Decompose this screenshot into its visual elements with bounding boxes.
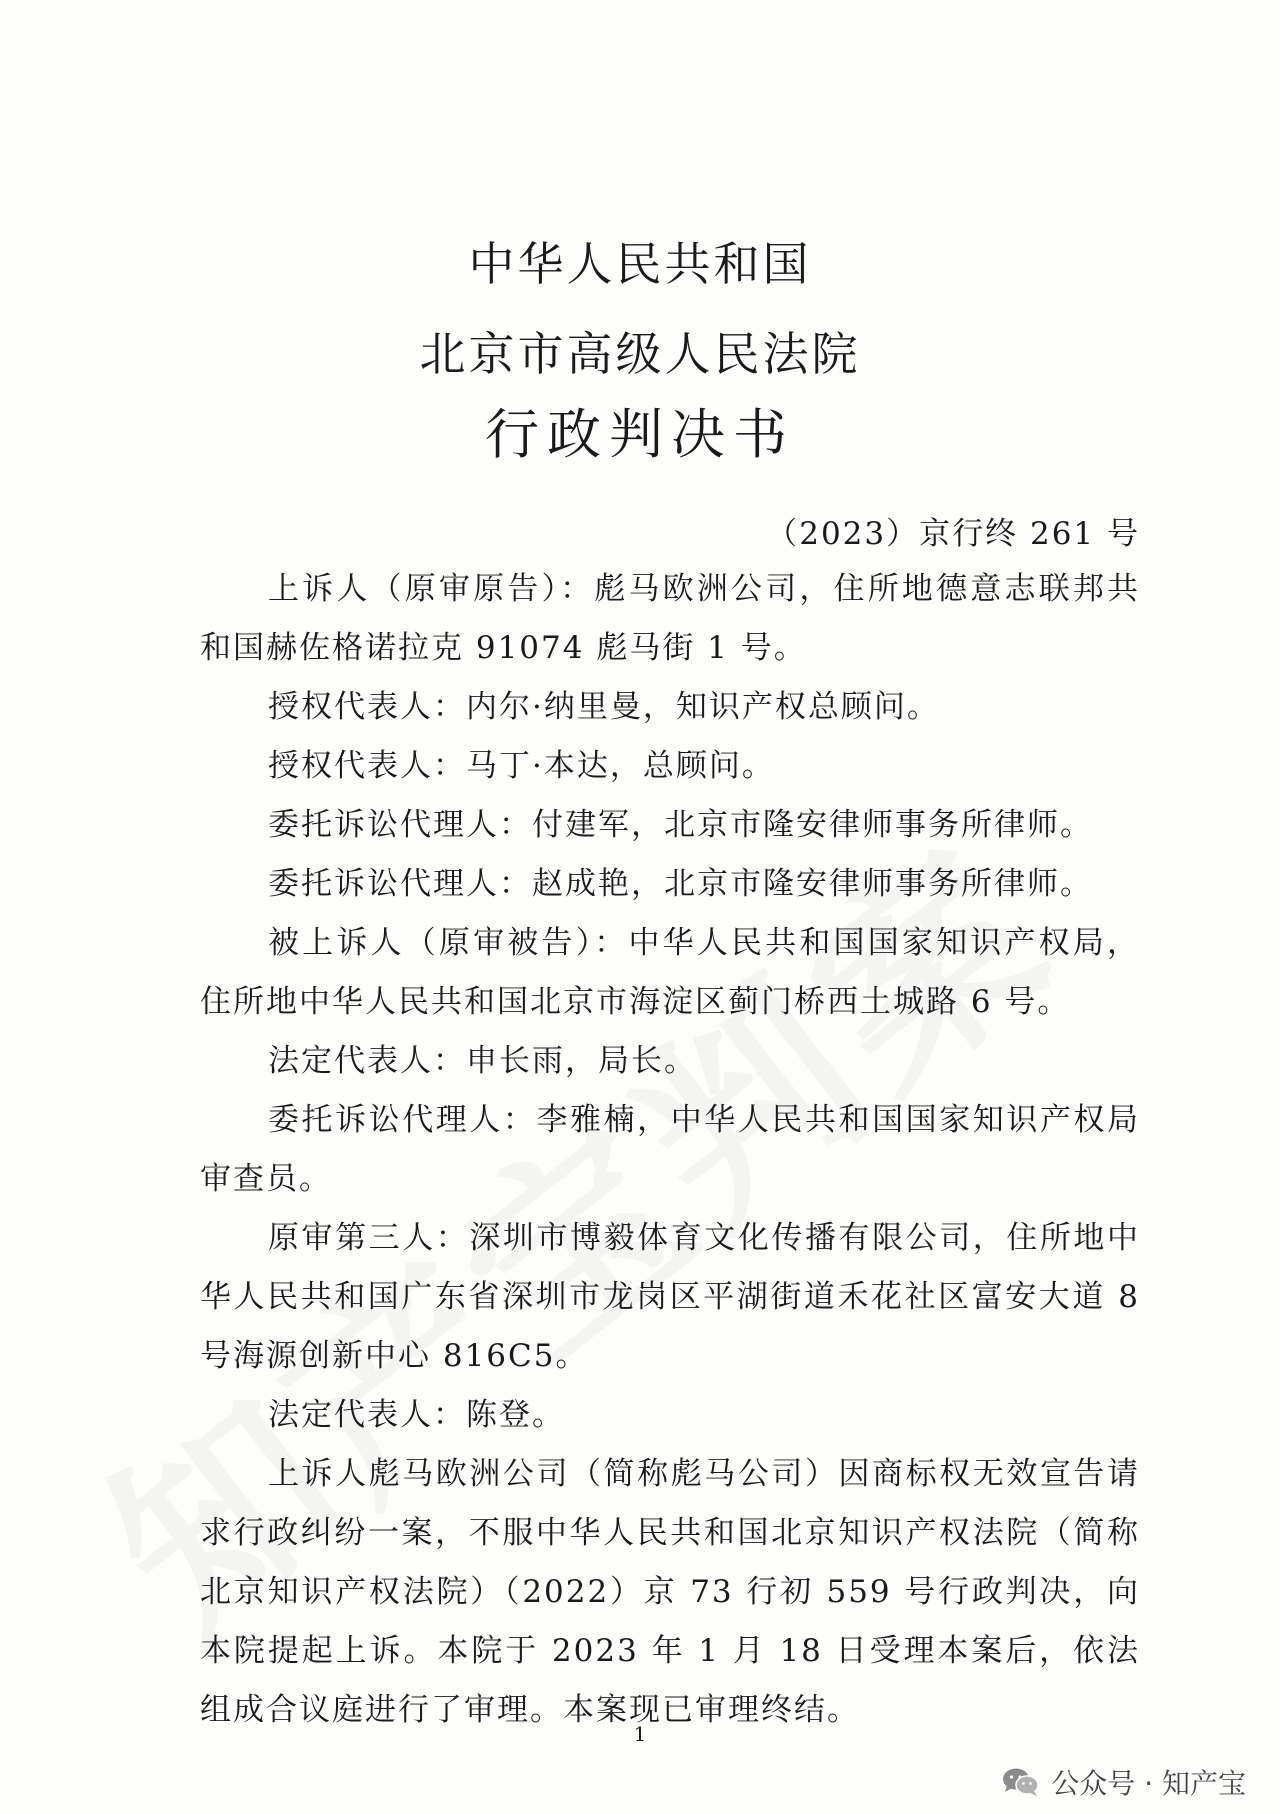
title-court: 北京市高级人民法院 [419,327,861,381]
page-number: 1 [633,1722,647,1746]
document-body [200,560,1140,1740]
wechat-account-label: 公众号 · 知产宝 [1051,1767,1246,1800]
title-document-type: 行政判决书 [485,403,795,466]
paragraph-representative-2: 授权代表人：马丁·本达，总顾问。 [268,748,775,784]
paragraph-agent-1: 委托诉讼代理人：付建军，北京市隆安律师事务所律师。 [268,807,1093,843]
paragraph-appellant: 上诉人（原审原告）：彪马欧洲公司，住所地德意志联邦共和国赫佐格诺拉克 91074 彪马街 1 号。 [200,571,1140,666]
paragraph-agent-appellee: 委托诉讼代理人：李雅楠，中华人民共和国国家知识产权局审查员。 [200,1102,1140,1197]
case-number: （2023）京行终 261 号 [766,516,1140,552]
wechat-icon [1001,1766,1041,1798]
title-country: 中华人民共和国 [468,237,812,291]
paragraph-agent-2: 委托诉讼代理人：赵成艳，北京市隆安律师事务所律师。 [268,866,1093,902]
paragraph-third-party: 原审第三人：深圳市博毅体育文化传播有限公司，住所地中华人民共和国广东省深圳市龙岗区平湖街道禾花社区富安大道 8 号海源创新中心 816C5。 [200,1220,1140,1374]
paragraph-appellee: 被上诉人（原审被告）：中华人民共和国国家知识产权局，住所地中华人民共和国北京市海淀区蓟门桥西土城路 6 号。 [200,925,1140,1020]
paragraph-representative-1: 授权代表人：内尔·纳里曼，知识产权总顾问。 [268,689,940,725]
paragraph-case-summary: 上诉人彪马欧洲公司（简称彪马公司）因商标权无效宣告请求行政纠纷一案，不服中华人民共和国北京知识产权法院（简称北京知识产权法院）（2022）京 73 行初 559 号行政判决，向本院提起上诉。本院于 2023 年 1 月 18 日受理本案后，依法组成合议庭进行了审理。本案现已审理终结。 [200,1456,1140,1728]
paragraph-legal-rep-appellee: 法定代表人：申长雨，局长。 [268,1043,697,1079]
paragraph-legal-rep-third-party: 法定代表人：陈登。 [268,1397,565,1433]
wechat-attribution [1001,1762,1246,1802]
